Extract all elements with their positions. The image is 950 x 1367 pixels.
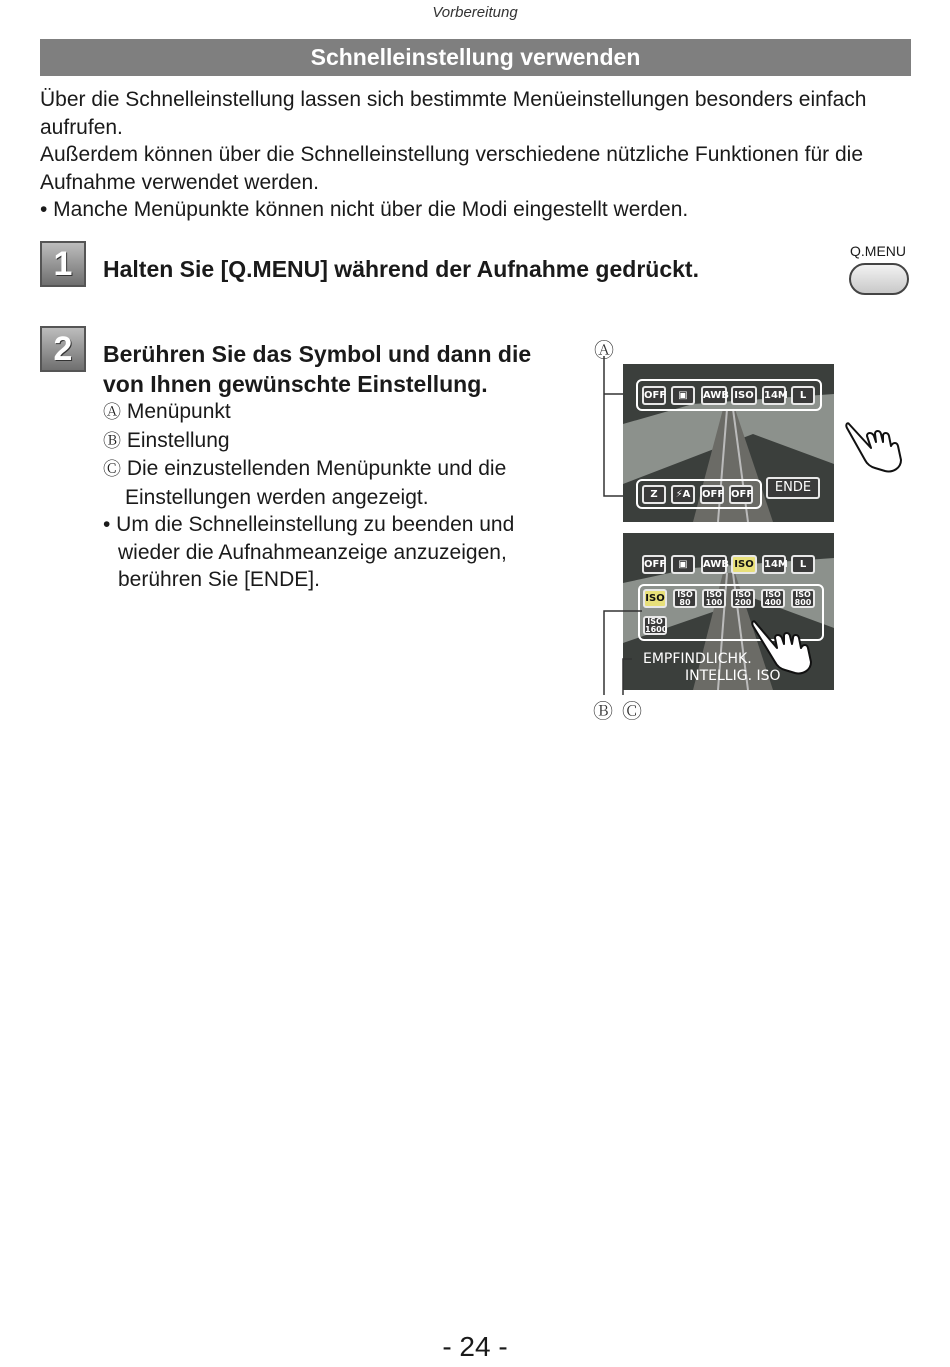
legend-c-text: Die einzustellenden Menüpunkte und die xyxy=(126,457,507,480)
iso-option-100[interactable]: ISO 100 xyxy=(702,589,726,608)
screen1-icon-iso[interactable]: ISO xyxy=(731,386,757,405)
page-title: Schnelleinstellung verwenden xyxy=(40,39,911,76)
hand-on-screen-icon xyxy=(751,618,821,678)
qmenu-label: Q.MENU xyxy=(850,243,906,259)
iso-option-80[interactable]: ISO 80 xyxy=(673,589,697,608)
legend-c-mark: Ⓒ xyxy=(103,459,121,479)
screen1-bottom-icon-3[interactable]: OFF xyxy=(700,485,724,504)
iso-option-1600[interactable]: ISO 1600 xyxy=(645,617,668,634)
qmenu-button-icon xyxy=(849,263,909,295)
iso-option-200[interactable]: ISO 200 xyxy=(731,589,755,608)
iso-option-400[interactable]: ISO 400 xyxy=(761,589,785,608)
step-2-title-line-2: von Ihnen gewünschte Einstellung. xyxy=(103,371,488,397)
end-button[interactable]: ENDE xyxy=(766,477,820,499)
screen1-bottom-icon-flash[interactable]: ⚡A xyxy=(671,485,695,504)
step-2-number: 2 xyxy=(40,326,86,372)
page-number: - 24 - xyxy=(442,1331,508,1362)
screen1-bottom-icon-1[interactable]: Z xyxy=(642,485,666,504)
step-2-title xyxy=(103,339,583,399)
legend-a-text: Menüpunkt xyxy=(126,400,231,423)
screen2-icon-awb[interactable]: AWB xyxy=(701,555,727,574)
screen2-icon-l[interactable]: L xyxy=(791,555,815,574)
screen1-icon-2[interactable]: ▣ xyxy=(671,386,695,405)
legend-a xyxy=(103,398,573,427)
step-1-text: Halten Sie [Q.MENU] während der Aufnahme gedrückt. xyxy=(103,256,699,282)
note-line-3: berühren Sie [ENDE]. xyxy=(118,568,320,591)
intro-bullet: • Manche Menüpunkte können nicht über die Modi eingestellt werden. xyxy=(40,198,689,221)
note-line-1: • Um die Schnelleinstellung zu beenden und xyxy=(103,513,515,536)
screen2-icon-1[interactable]: OFF xyxy=(642,555,666,574)
step-1-number: 1 xyxy=(40,241,86,287)
legend-b xyxy=(103,427,573,456)
screen2-icon-14m[interactable]: 14M xyxy=(762,555,786,574)
screen1-icon-l[interactable]: L xyxy=(791,386,815,405)
screen1-bottom-icon-4[interactable]: OFF xyxy=(729,485,753,504)
legend-b-mark: Ⓑ xyxy=(103,430,121,451)
marker-bc-brackets xyxy=(598,605,648,697)
section-header: Vorbereitung xyxy=(432,4,518,21)
legend-c-cont: Einstellungen werden angezeigt. xyxy=(125,485,429,509)
screen2-icon-2[interactable]: ▣ xyxy=(671,555,695,574)
camera-screen-1 xyxy=(623,364,834,522)
iso-option-800[interactable]: ISO 800 xyxy=(791,589,815,608)
screen1-icon-14m[interactable]: 14M xyxy=(762,386,786,405)
intro-para-1: Über die Schnelleinstellung lassen sich bestimmte Menüeinstellungen besonders einfach aufrufen. xyxy=(40,88,867,139)
marker-c: Ⓒ xyxy=(622,701,642,723)
marker-b: Ⓑ xyxy=(593,701,613,723)
intro-para-2: Außerdem können über die Schnelleinstellung verschiedene nützliche Funktionen für die Aufnahme verwendet werden. xyxy=(40,143,864,194)
step-2-description xyxy=(103,398,573,594)
screen2-icon-iso-selected[interactable]: ISO xyxy=(731,555,757,574)
hand-pointer-icon xyxy=(845,418,910,474)
note-line-2: wieder die Aufnahmeanzeige anzuzeigen, xyxy=(118,540,507,564)
legend-a-mark: Ⓐ xyxy=(103,402,121,422)
intro-text xyxy=(40,86,915,224)
legend-c xyxy=(103,455,573,484)
marker-a: Ⓐ xyxy=(594,340,614,362)
step-2-title-line-1: Berühren Sie das Symbol und dann die xyxy=(103,341,532,367)
camera-screen-2 xyxy=(623,533,834,690)
setting-label-line-2: INTELLIG. ISO xyxy=(685,668,781,684)
screen1-icon-awb[interactable]: AWB xyxy=(701,386,727,405)
screen1-icon-1[interactable]: OFF xyxy=(642,386,666,405)
setting-label-line-1: EMPFINDLICHK. xyxy=(643,651,752,667)
iso-option-auto[interactable]: ISO xyxy=(643,589,667,608)
legend-b-text: Einstellung xyxy=(126,428,230,452)
